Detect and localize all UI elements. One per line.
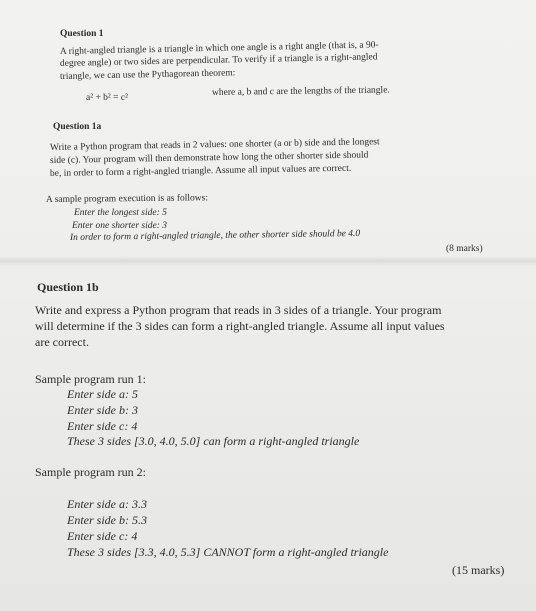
run-2-side-b: Enter side b: 5.3 — [67, 513, 147, 527]
question-1-title: Question 1 — [60, 29, 104, 39]
sample-line-3: In order to form a right-angled triangle, the other shorter side should be 4.0 — [69, 228, 361, 243]
run-1-side-a: Enter side a: 5 — [67, 387, 138, 401]
pythagorean-formula: a² + b² = c² — [86, 93, 128, 103]
intro-line-1: A right-angled triangle is a triangle in which one angle is a right angle (that is, a 90- — [59, 40, 379, 57]
question-1a-marks: (8 marks) — [446, 244, 483, 254]
run-1-side-b: Enter side b: 3 — [67, 403, 138, 417]
intro-line-2: degree angle) or two sides are perpendicular. To verify if a triangle is a right-angled — [59, 52, 378, 69]
run-2-side-a: Enter side a: 3.3 — [67, 497, 147, 511]
run-2-result: These 3 sides [3.3, 4.0, 5.3] CANNOT form a right-angled triangle — [67, 545, 389, 559]
q1a-line-1: Write a Python program that reads in 2 values: one shorter (a or b) side and the longest — [49, 137, 380, 153]
question-1a-title: Question 1a — [53, 122, 102, 132]
question-1b-title: Question 1b — [37, 280, 99, 294]
run-1-side-c: Enter side c: 4 — [67, 419, 138, 433]
run-1-heading: Sample program run 1: — [35, 372, 146, 386]
formula-note: where a, b and c are the lengths of the triangle. — [211, 85, 390, 98]
intro-line-3: triangle, we can use the Pythagorean theorem: — [59, 68, 236, 82]
q1a-line-2: side (c). Your program will then demonstrate how long the other shorter side should — [49, 150, 369, 166]
sample-line-1: Enter the longest side: 5 — [74, 208, 167, 218]
question-1b-marks: (15 marks) — [452, 563, 505, 577]
sample-line-2: Enter one shorter side: 3 — [72, 221, 167, 231]
q1b-line-3: are correct. — [35, 335, 89, 349]
run-2-side-c: Enter side c: 4 — [67, 529, 138, 543]
sample-heading: A sample program execution is as follows: — [45, 193, 209, 205]
run-1-result: These 3 sides [3.0, 4.0, 5.0] can form a right-angled triangle — [67, 434, 360, 448]
q1b-line-1: Write and express a Python program that reads in 3 sides of a triangle. Your program — [35, 303, 442, 317]
q1b-line-2: will determine if the 3 sides can form a right-angled triangle. Assume all input values — [35, 319, 445, 333]
run-2-heading: Sample program run 2: — [35, 465, 146, 479]
q1a-line-3: be, in order to form a right-angled triangle. Assume all input values are correct. — [49, 163, 352, 179]
page-fold-shadow — [0, 256, 536, 266]
